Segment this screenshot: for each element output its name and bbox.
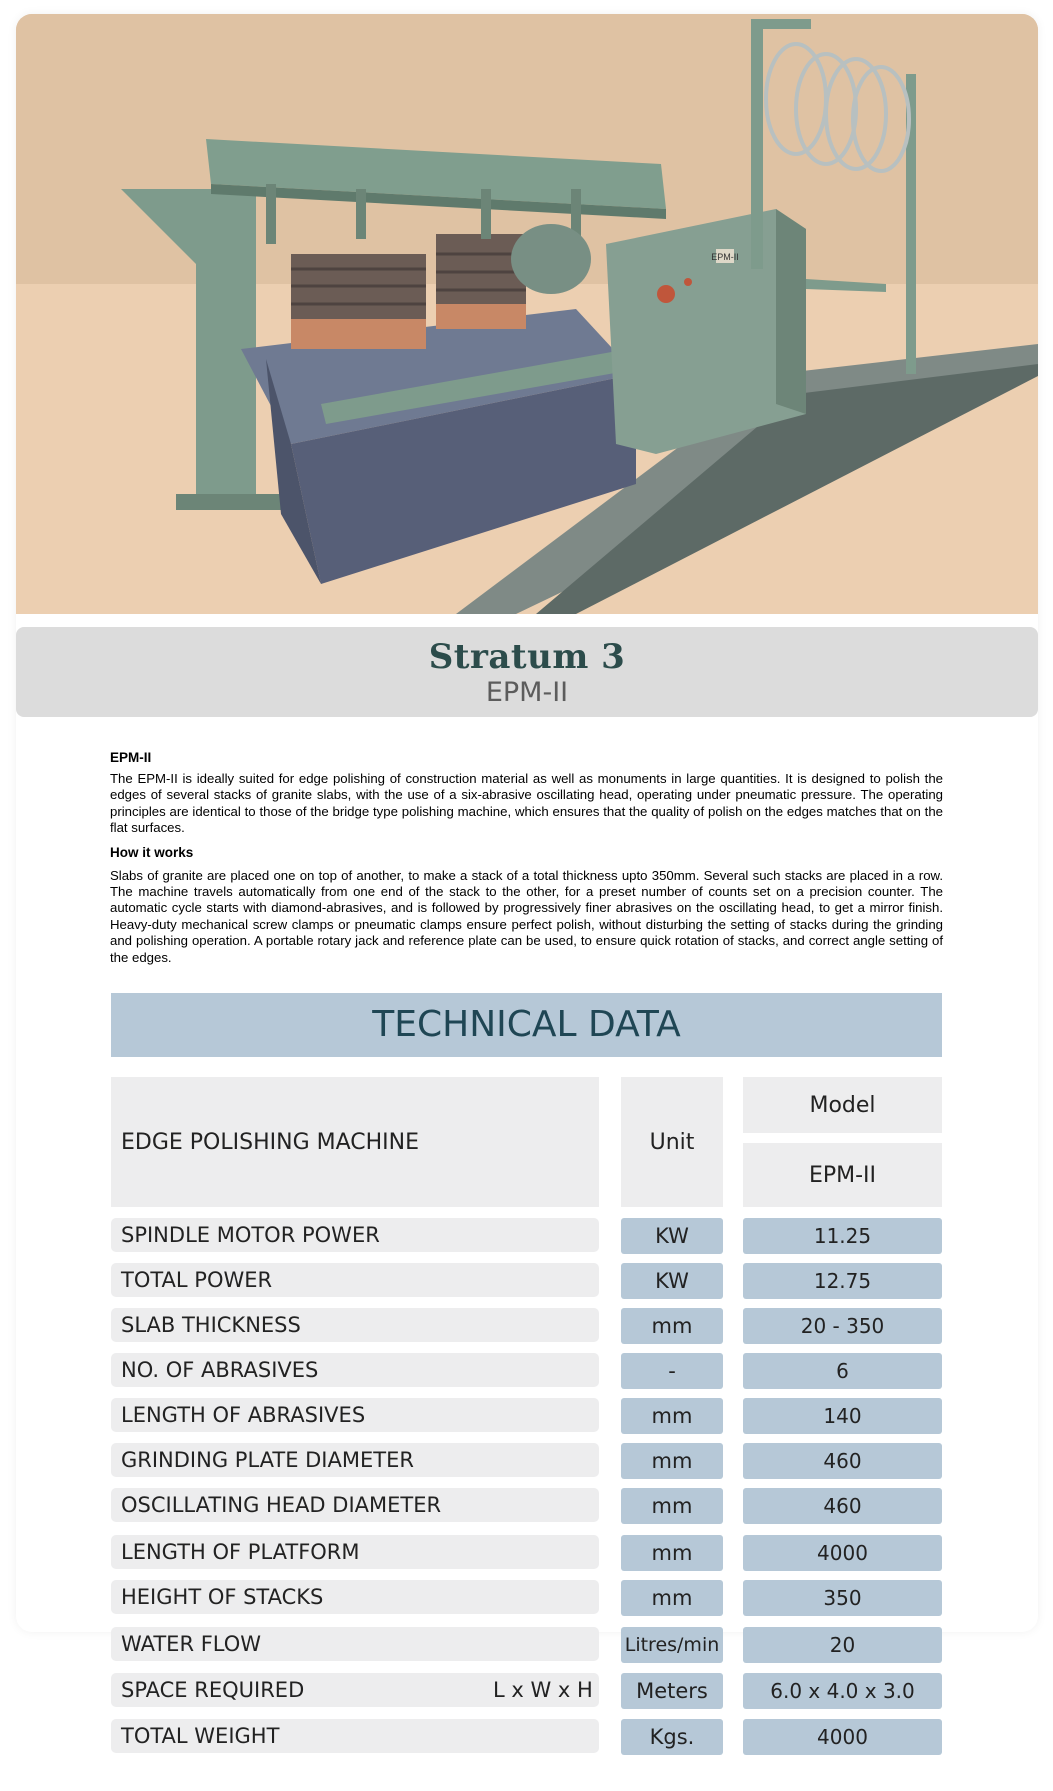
row-label: TOTAL POWER [111, 1263, 599, 1297]
row-unit: Litres/min [621, 1627, 723, 1663]
machine-photo [16, 14, 1038, 614]
description-heading: EPM-II [110, 750, 152, 765]
row-unit: mm [621, 1443, 723, 1479]
row-value: 6.0 x 4.0 x 3.0 [743, 1673, 942, 1709]
table-header-unit: Unit [621, 1077, 723, 1207]
title-banner [16, 627, 1038, 717]
row-value: 20 - 350 [743, 1308, 942, 1344]
row-label: SLAB THICKNESS [111, 1308, 599, 1342]
row-label: NO. OF ABRASIVES [111, 1353, 599, 1387]
row-label: LENGTH OF PLATFORM [111, 1535, 599, 1569]
row-value: 6 [743, 1353, 942, 1389]
table-header-model: Model [743, 1077, 942, 1133]
row-unit: mm [621, 1535, 723, 1571]
row-value: 20 [743, 1627, 942, 1663]
row-label-container [111, 1673, 599, 1707]
machine-plate-label: EPM-II [711, 252, 739, 262]
description-section [110, 750, 943, 966]
row-label: SPINDLE MOTOR POWER [111, 1218, 599, 1252]
row-unit: Kgs. [621, 1719, 723, 1755]
row-value: 140 [743, 1398, 942, 1434]
row-label: SPACE REQUIRED [121, 1678, 305, 1702]
product-series-title: Stratum 3 [428, 637, 626, 677]
row-unit: mm [621, 1488, 723, 1524]
row-value: 460 [743, 1443, 942, 1479]
row-label: GRINDING PLATE DIAMETER [111, 1443, 599, 1477]
row-unit: Meters [621, 1673, 723, 1709]
how-it-works-paragraph: Slabs of granite are placed one on top of another, to make a stack of a total thickness upto 350mm. Several such stacks are placed in a row. The machine travels automatically from one end of the stack to the other, for a preset number of counts set on a precision counter. The automatic cycle starts with diamond-abrasives, and is followed by progressively finer abrasives on the oscillating head, to get a mirror finish. Heavy-duty mechanical screw clamps or pneumatic clamps ensure perfect polish, without disturbing the setting of stacks during the grinding and polishing operation. A portable rotary jack and reference plate can be used, to ensure quick rotation of stacks, and correct angle setting of the edges. [110, 867, 943, 965]
row-label: WATER FLOW [111, 1627, 599, 1661]
row-value: 4000 [743, 1535, 942, 1571]
row-value: 12.75 [743, 1263, 942, 1299]
row-value: 11.25 [743, 1218, 942, 1254]
row-unit: - [621, 1353, 723, 1389]
row-label: HEIGHT OF STACKS [111, 1580, 599, 1614]
row-dimensions: L x W x H [493, 1678, 593, 1702]
row-unit: mm [621, 1580, 723, 1616]
row-label: OSCILLATING HEAD DIAMETER [111, 1488, 599, 1522]
row-unit: mm [621, 1398, 723, 1434]
row-unit: mm [621, 1308, 723, 1344]
row-unit: KW [621, 1218, 723, 1254]
row-label: LENGTH OF ABRASIVES [111, 1398, 599, 1432]
table-header-label: EDGE POLISHING MACHINE [111, 1077, 599, 1207]
table-header-model-name: EPM-II [743, 1143, 942, 1207]
description-paragraph: The EPM-II is ideally suited for edge polishing of construction material as well as monuments in large quantities. It is designed to polish the edges of several stacks of granite slabs, with the use of a six-abrasive oscillating head, operating under pneumatic pressure. The operating principles are identical to those of the bridge type polishing machine, which ensures that the quality of polish on the edges matches that on the flat surfaces. [110, 771, 943, 836]
product-model-subtitle: EPM-II [485, 677, 569, 708]
row-unit: KW [621, 1263, 723, 1299]
row-value: 350 [743, 1580, 942, 1616]
technical-data-header: TECHNICAL DATA [111, 993, 942, 1057]
row-value: 460 [743, 1488, 942, 1524]
row-label: TOTAL WEIGHT [111, 1719, 599, 1753]
row-value: 4000 [743, 1719, 942, 1755]
how-it-works-heading: How it works [110, 844, 194, 860]
